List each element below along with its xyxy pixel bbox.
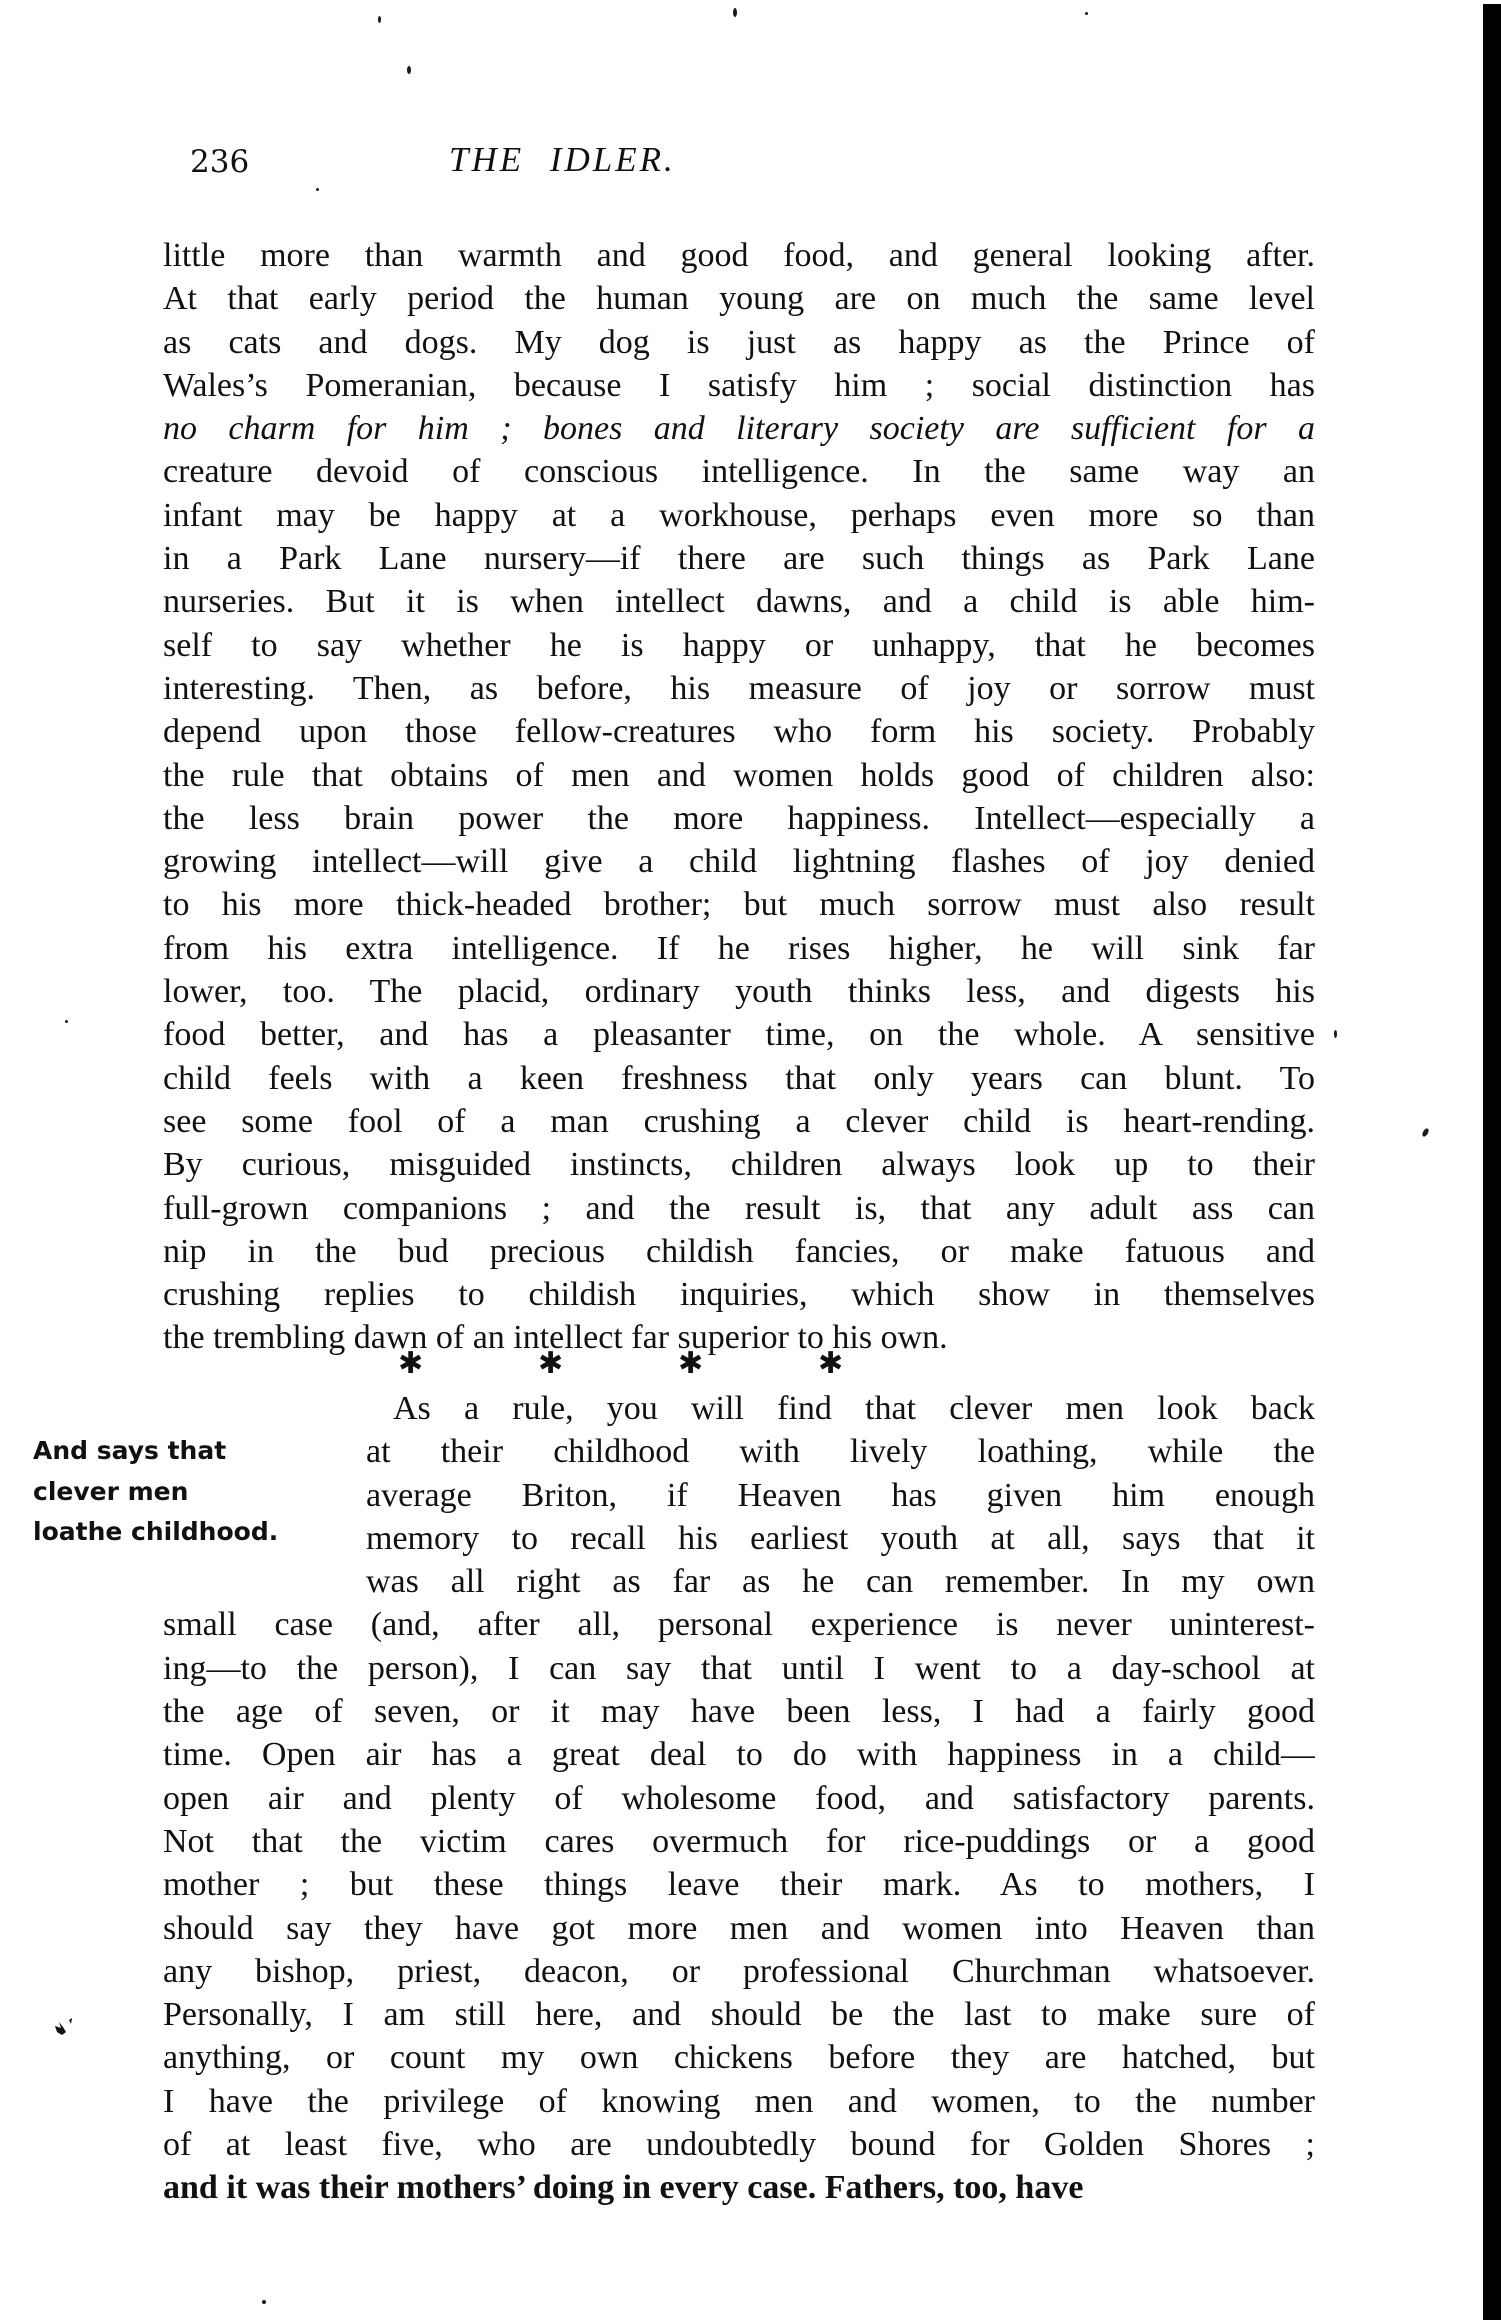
text-line: memory to recall his earliest youth at all, says that it <box>366 1519 1315 1557</box>
text-line: child feels with a keen freshness that only years can blunt. To <box>163 1059 1315 1097</box>
text-line: should say they have got more men and women into Heaven than <box>163 1909 1315 1947</box>
text-line: nip in the bud precious childish fancies, or make fatuous and <box>163 1232 1315 1270</box>
text-line: creature devoid of conscious intelligence. In the same way an <box>163 453 1315 491</box>
text-line: mother ; but these things leave their mark. As to mothers, I <box>163 1866 1315 1904</box>
scan-speck <box>733 8 737 17</box>
text-line: I have the privilege of knowing men and women, to the number <box>163 2082 1315 2120</box>
text-line: At that early period the human young are on much the same level <box>163 280 1315 318</box>
text-line: see some fool of a man crushing a clever child is heart-rending. <box>163 1102 1315 1140</box>
text-line: little more than warmth and good food, and general looking after. <box>163 237 1315 274</box>
text-line: the rule that obtains of men and women holds good of children also: <box>163 756 1315 794</box>
running-title: THE IDLER. <box>449 140 676 179</box>
text-line: interesting. Then, as before, his measure of joy or sorrow must <box>163 669 1315 707</box>
margin-note-line: clever men <box>33 1476 189 1506</box>
text-line: growing intellect—will give a child lightning flashes of joy denied <box>163 843 1315 881</box>
text-line: ing—to the person), I can say that until I went to a day-school at <box>163 1649 1315 1687</box>
text-line: the trembling dawn of an intellect far superior to his own. <box>163 1319 948 1357</box>
text-line: full-grown companions ; and the result is, that any adult ass can <box>163 1189 1315 1227</box>
text-line: As a rule, you will find that clever men look back <box>393 1390 1315 1427</box>
text-line: and it was their mothers’ doing in every case. Fathers, too, have <box>163 2169 1084 2207</box>
asterism-star-icon: ✱ <box>398 1346 424 1381</box>
text-line: the less brain power the more happiness. Intellect—especially a <box>163 799 1315 837</box>
text-line: self to say whether he is happy or unhappy, that he becomes <box>163 626 1315 664</box>
scan-speck <box>262 2300 266 2304</box>
text-line: as cats and dogs. My dog is just as happy as the Prince of <box>163 323 1315 361</box>
scan-edge-shadow <box>1483 4 1501 2320</box>
margin-note-line: And says that <box>33 1436 227 1465</box>
text-line: depend upon those fellow-creatures who form his society. Probably <box>163 713 1315 751</box>
asterism-star-icon: ✱ <box>818 1346 844 1381</box>
text-line: anything, or count my own chickens before they are hatched, but <box>163 2039 1315 2077</box>
text-line: Not that the victim cares overmuch for rice-puddings or a good <box>163 1822 1315 1860</box>
scan-speck <box>1334 1030 1337 1038</box>
margin-note-line: loathe childhood. <box>33 1517 279 1546</box>
text-line: from his extra intelligence. If he rises higher, he will sink far <box>163 929 1315 967</box>
scan-speck <box>65 1020 68 1023</box>
text-line: nurseries. But it is when intellect dawns, and a child is able him- <box>163 583 1315 621</box>
text-line: no charm for him ; bones and literary society are sufficient for a <box>163 410 1315 448</box>
text-line: of at least five, who are undoubtedly bound for Golden Shores ; <box>163 2126 1315 2164</box>
scan-speck <box>407 66 411 74</box>
scan-speck <box>378 16 381 23</box>
text-line: crushing replies to childish inquiries, which show in themselves <box>163 1276 1315 1314</box>
text-line: lower, too. The placid, ordinary youth thinks less, and digests his <box>163 973 1315 1011</box>
page-number: 236 <box>190 144 250 180</box>
section-break <box>398 1346 858 1386</box>
text-line: time. Open air has a great deal to do with happiness in a child— <box>163 1736 1315 1774</box>
text-line: food better, and has a pleasanter time, on the whole. A sensitive <box>163 1016 1315 1054</box>
text-line: By curious, misguided instincts, children always look up to their <box>163 1146 1315 1184</box>
text-line: to his more thick-headed brother; but much sorrow must also result <box>163 886 1315 924</box>
text-line: average Briton, if Heaven has given him enough <box>366 1476 1315 1514</box>
asterism-star-icon: ✱ <box>678 1346 704 1381</box>
text-line: any bishop, priest, deacon, or professional Churchman whatsoever. <box>163 1952 1315 1990</box>
asterism-star-icon: ✱ <box>538 1346 564 1381</box>
text-line: infant may be happy at a workhouse, perhaps even more so than <box>163 496 1315 534</box>
scan-speck <box>1085 12 1088 15</box>
text-line: Personally, I am still here, and should be the last to make sure of <box>163 1996 1315 2034</box>
text-line: at their childhood with lively loathing, while the <box>366 1433 1315 1471</box>
text-line: Wales’s Pomeranian, because I satisfy him ; social distinction has <box>163 366 1315 404</box>
scan-speck <box>1421 1127 1430 1137</box>
text-line: small case (and, after all, personal experience is never uninterest- <box>163 1606 1315 1644</box>
text-line: was all right as far as he can remember. In my own <box>366 1563 1315 1601</box>
paragraph-2 <box>163 1387 1315 2210</box>
running-head <box>0 140 1501 190</box>
text-line: in a Park Lane nursery—if there are such things as Park Lane <box>163 540 1315 578</box>
text-line: the age of seven, or it may have been less, I had a fairly good <box>163 1693 1315 1731</box>
text-line: open air and plenty of wholesome food, and satisfactory parents. <box>163 1779 1315 1817</box>
paragraph-1 <box>163 234 1315 1360</box>
ink-blot-mark <box>52 2018 78 2040</box>
